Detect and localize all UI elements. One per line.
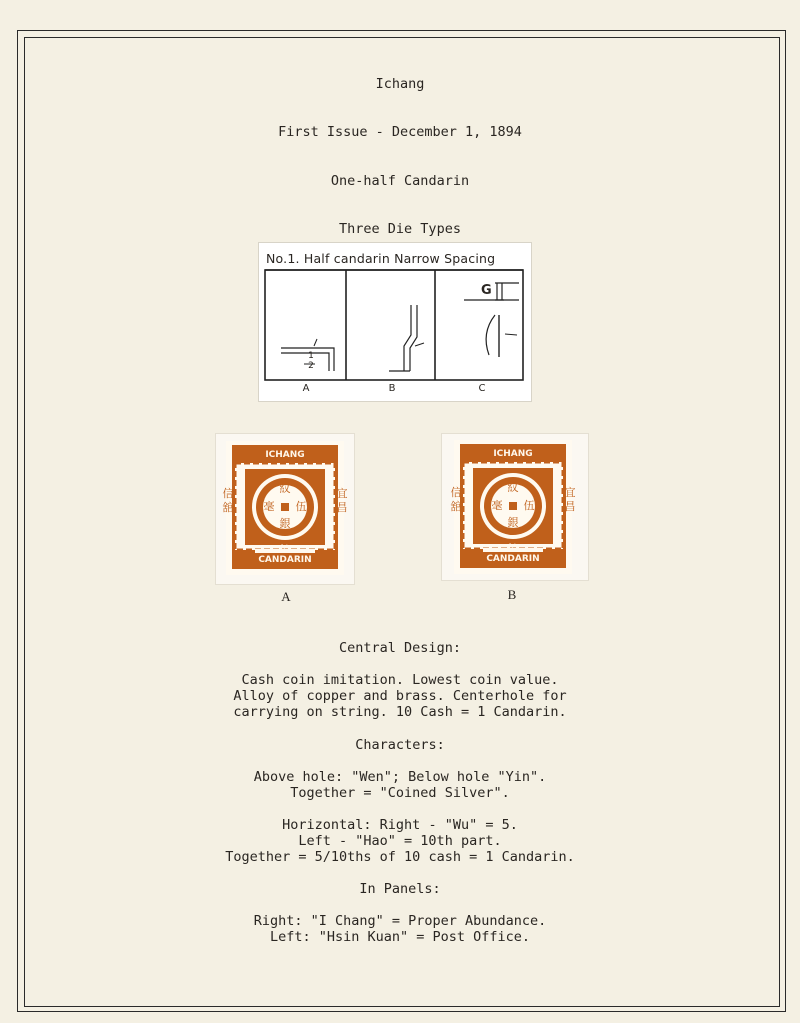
characters-line-1: Above hole: "Wen"; Below hole "Yin". <box>253 769 547 785</box>
horizontal-line-1: Horizontal: Right - "Wu" = 5. <box>282 817 518 833</box>
die-label-c: C <box>478 383 486 394</box>
fraction-numerator: 1 <box>308 351 314 361</box>
central-line-3: carrying on string. 10 Cash = 1 Candarin. <box>233 704 567 720</box>
horizontal-line-2: Left - "Hao" = 10th part. <box>298 833 502 849</box>
stamp-b-top-text: ICHANG <box>493 449 533 459</box>
page-title: Ichang <box>375 76 425 92</box>
stamp-a-bottom-text: CANDARIN <box>258 555 312 565</box>
fraction-mark <box>306 351 316 371</box>
panels-line-1: Right: "I Chang" = Proper Abundance. <box>253 913 547 929</box>
stamp-b-center-top: 紋 <box>507 481 519 494</box>
stamp-a-right-panel: 宜 昌 <box>336 487 348 514</box>
stamp-caption-a: A <box>281 589 291 604</box>
issue-date: First Issue - December 1, 1894 <box>278 124 522 140</box>
stamp-a-center-top: 紋 <box>279 482 291 495</box>
characters-heading: Characters: <box>355 737 445 753</box>
stamp-a-center-right: 伍 <box>295 500 307 513</box>
die-label-a: A <box>302 383 310 394</box>
stamp-b-center-bottom: 銀 <box>507 516 519 529</box>
panels-line-2: Left: "Hsin Kuan" = Post Office. <box>269 929 531 945</box>
die-type-diagram <box>258 242 532 402</box>
diagram-drawing <box>259 243 531 401</box>
horizontal-line-3: Together = 5/10ths of 10 cash = 1 Candarin. <box>225 849 575 865</box>
characters-line-2: Together = "Coined Silver". <box>290 785 510 801</box>
stamp-b-center-left: 毫 <box>491 499 503 512</box>
stamp-mount-b <box>441 433 589 581</box>
die-label-b: B <box>388 383 396 394</box>
denomination: One-half Candarin <box>330 173 470 189</box>
stamp-b-right-panel: 宜 昌 <box>564 486 576 513</box>
die-types-heading: Three Die Types <box>339 221 461 237</box>
stamp-a-center-bottom: 銀 <box>279 517 291 530</box>
stamp-a <box>222 441 348 575</box>
stamp-b-center-right: 伍 <box>523 499 535 512</box>
stamp-a-top-text: ICHANG <box>265 450 305 460</box>
stamp-b <box>450 440 576 574</box>
stamp-caption-b: B <box>507 587 517 602</box>
glyph-c-letter: G <box>481 283 492 298</box>
central-line-1: Cash coin imitation. Lowest coin value. <box>241 672 559 688</box>
stamp-b-left-panel: 信 舘 <box>450 486 462 513</box>
stamp-a-left-panel: 信 舘 <box>222 487 234 514</box>
panels-heading: In Panels: <box>359 881 441 897</box>
stamp-mount-a <box>215 433 355 585</box>
stamp-a-value: ½ <box>280 544 290 554</box>
central-design-heading: Central Design: <box>339 640 461 656</box>
stamp-b-value: ½ <box>508 543 518 553</box>
stamp-a-center-left: 毫 <box>263 500 275 513</box>
diagram-title: No.1. Half candarin Narrow Spacing <box>266 251 496 266</box>
stamp-b-bottom-text: CANDARIN <box>486 554 540 564</box>
central-line-2: Alloy of copper and brass. Centerhole for <box>233 688 567 704</box>
fraction-denominator: 2 <box>308 361 314 371</box>
